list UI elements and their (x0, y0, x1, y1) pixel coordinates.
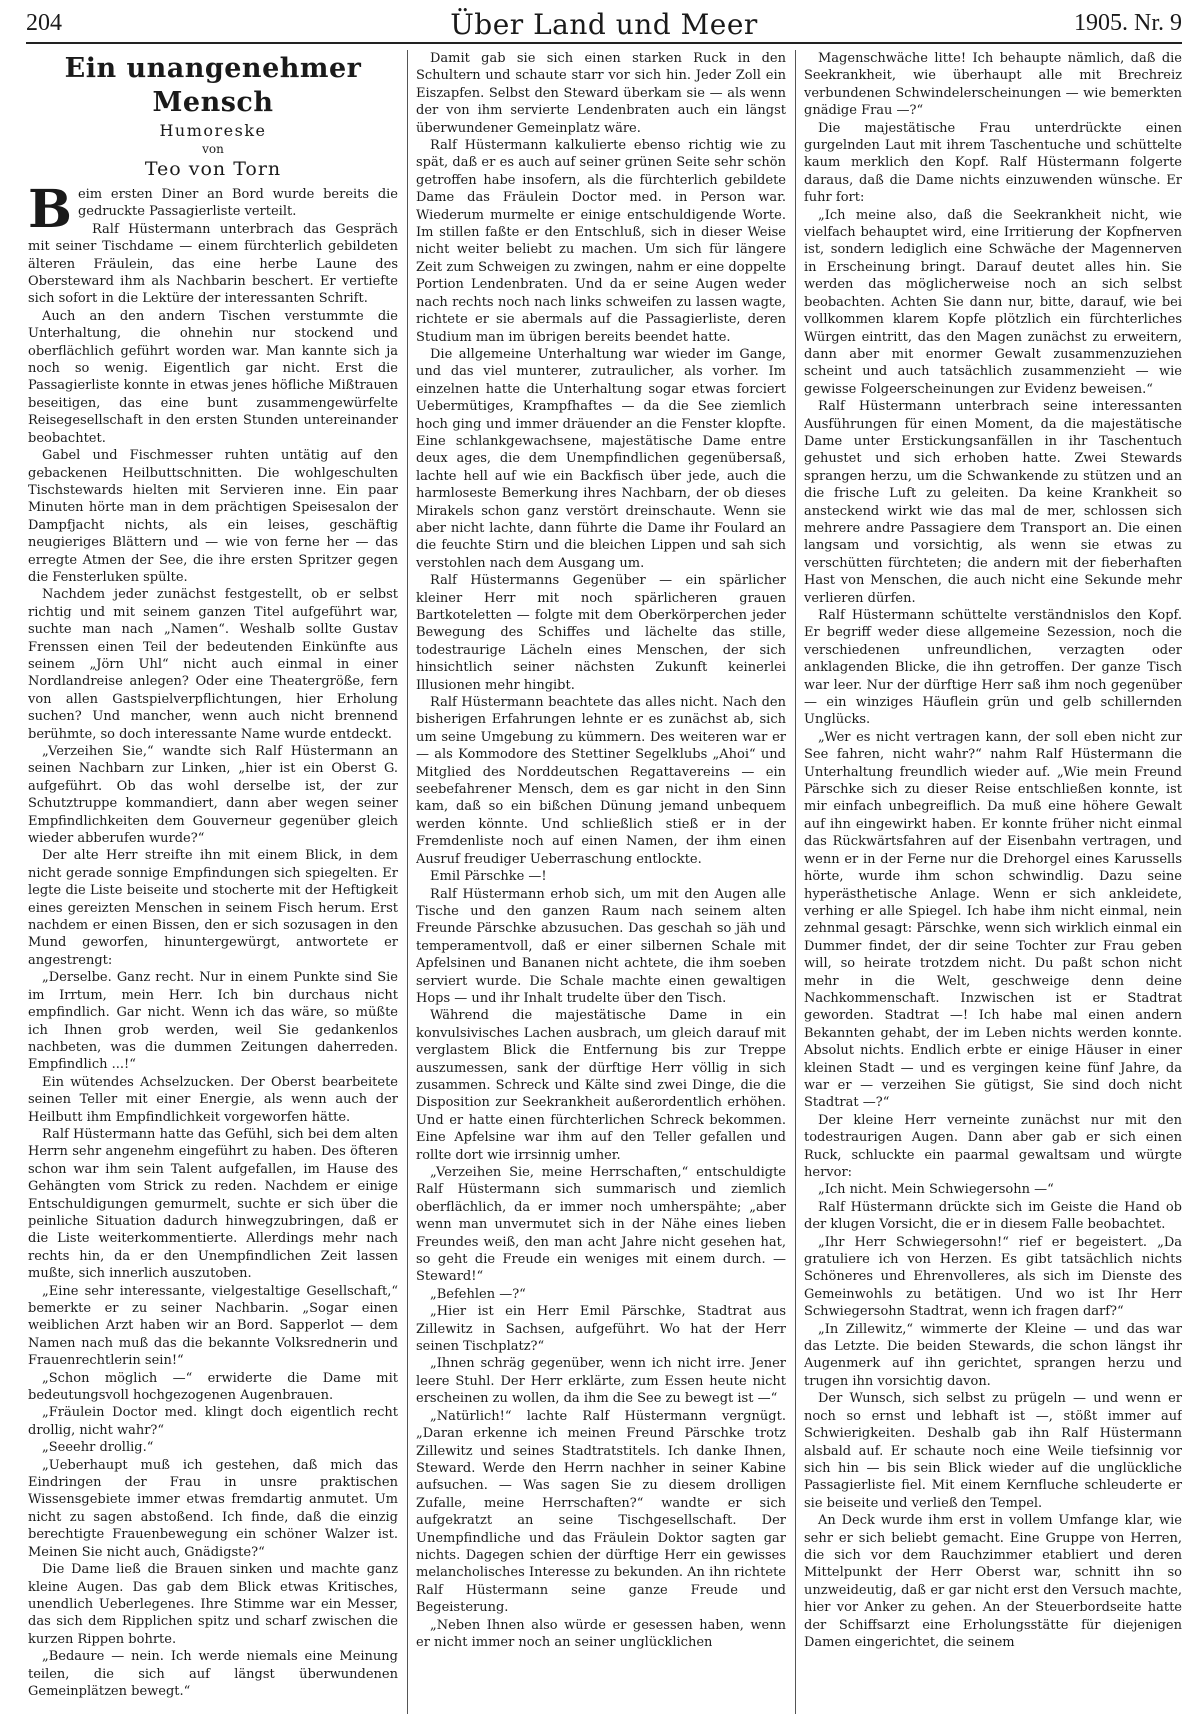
running-title: Über Land und Meer (450, 8, 758, 41)
column-divider (407, 50, 408, 1714)
paragraph: Ralf Hüstermanns Gegenüber — ein spärlicher kleiner Herr mit noch spärlicheren grauen Bartkoteletten — folgte mit dem Oberkörperchen jeder Bewegung des Schiffes und lächelte das stille, todestraurige Lächeln eines Menschen, der sich hinsichtlich seiner nächsten Zukunft keinerlei Illusionen mehr hingibt. (416, 573, 786, 693)
paragraph: „In Zillewitz,“ wimmerte der Kleine — und das war das Letzte. Die beiden Stewards, die schon längst ihr Augenmerk auf ihn gerichtet, sprangen herzu und trugen ihn vorsichtig davon. (804, 1321, 1182, 1389)
paragraph: „Befehlen —?“ (430, 1286, 526, 1302)
column-3-body (804, 50, 1182, 1651)
column-2 (416, 50, 786, 1714)
byline-von: von (202, 142, 224, 156)
running-header (26, 6, 1182, 40)
paragraph: „Ihnen schräg gegenüber, wenn ich nicht irre. Jener leere Stuhl. Der Herr erklärte, zum Essen heute nicht erscheinen zu wollen, da ihm die See zu bewegt ist —“ (416, 1356, 786, 1407)
header-rule (26, 42, 1182, 44)
paragraph: An Deck wurde ihm erst in vollem Umfange klar, wie sehr er sich beliebt gemacht. Eine Gruppe von Herren, die sich vor dem Rauchzimmer etabliert und deren Mittelpunkt der Herr Oberst war, schnitt ihn so unzweideutig, daß er gar nicht erst den Versuch machte, hier vor Anker zu gehen. An der Steuerbordseite hatte der Schiffsarzt eine Erholungsstätte für diejenigen Damen eingerichtet, die seinem (804, 1513, 1182, 1650)
paragraph: Emil Pärschke —! (430, 869, 547, 885)
column-1-body (28, 221, 398, 1701)
paragraph: „Ich meine also, daß die Seekrankheit nicht, wie vielfach behauptet wird, eine Irritierung der Kopfnerven ist, sondern lediglich eine Schwäche der Magennerven in Erscheinung bringt. Darauf deutet alles hin. Sie werden das möglicherweise noch an sich selbst beobachten. Achten Sie dann nur, bitte, darauf, wie bei vollkommen klarem Kopfe plötzlich ein fürchterliches Würgen eintritt, das den Magen zunächst zu erweitern, dann aber mit enormer Gewalt zusammenzuziehen scheint und auch tatsächlich zusammenzieht — wie gewisse Folgeerscheinungen zur Evidenz beweisen.“ (804, 207, 1182, 397)
column-divider (795, 50, 796, 1714)
paragraph: „Ich nicht. Mein Schwiegersohn —“ (818, 1182, 1054, 1198)
paragraph: „Derselbe. Ganz recht. Nur in einem Punkte sind Sie im Irrtum, mein Herr. Ich bin durchaus nicht empfindlich. Gar nicht. Wenn ich das wäre, so müßte ich Ihnen grob werden, weil Sie gedankenlos nachbeten, was die dummen Zeitungen daherreden. Empfindlich ...!“ (28, 970, 398, 1073)
column-3 (804, 50, 1182, 1714)
paragraph: „Seeehr drollig.“ (42, 1440, 154, 1456)
paragraph: Die majestätische Frau unterdrückte einen gurgelnden Laut mit ihrem Taschentuche und schüttelte kaum merklich den Kopf. Ralf Hüstermann folgerte daraus, daß die Dame nichts einzuwenden wünsche. Er fuhr fort: (804, 120, 1182, 206)
paragraph: Ralf Hüstermann unterbrach seine interessanten Ausführungen für einen Moment, da die majestätische Dame unter Erstickungsanfällen in ihr Taschentuch gehustet und sich erhoben hatte. Zwei Stewards sprangen herzu, um die Schwankende zu stützen und an die frische Luft zu geleiten. Da keine Krankheit so ansteckend wirkt wie das mal de mer, schlossen sich mehrere andre Passagiere dem Transport an. Die einen langsam und vorsichtig, als wenn sie etwas zu verschütten fürchteten; die andern mit der fieberhaften Hast von Menschen, die auch nicht eine Sekunde mehr verlieren dürfen. (804, 399, 1182, 606)
paragraph: Der kleine Herr verneinte zunächst nur mit den todestraurigen Augen. Dann aber gab er sich einen Ruck, schluckte ein paarmal gewaltsam und würgte hervor: (804, 1112, 1182, 1180)
column-2-body (416, 50, 786, 1651)
paragraph: Der alte Herr streifte ihn mit einem Blick, in dem nicht gerade sonnige Empfindungen sich spiegelten. Er legte die Liste beiseite und stocherte mit der Heftigkeit eines gereizten Menschen in seinem Fisch herum. Erst nachdem er einen Bissen, den er sich sozusagen in den Mund geworfen, hinuntergewürgt, antwortete er angestrengt: (28, 848, 398, 968)
paragraph: Die Dame ließ die Brauen sinken und machte ganz kleine Augen. Das gab dem Blick etwas Kritisches, unendlich Ueberlegenes. Ihre Stimme war ein Messer, das sich dem Ripplichen spitz und scharf zwischen die kurzen Rippen bohrte. (28, 1562, 398, 1647)
article-author: Teo von Torn (144, 158, 282, 180)
paragraph: Während die majestätische Dame in ein konvulsivisches Lachen ausbrach, um gleich darauf mit verglastem Blick die Entfernung bis zur Treppe auszumessen, sank der dürftige Herr völlig in sich zusammen. Schreck und Kälte sind zwei Dinge, die die Disposition zur Seekrankheit außerordentlich erhöhen. Und er hatte einen fürchterlichen Schreck bekommen. Eine Apfelsine war ihm auf den Teller gefallen und rollte dort wie irrsinnig umher. (416, 1008, 786, 1163)
paragraph: Ein wütendes Achselzucken. Der Oberst bearbeitete seinen Teller mit einer Energie, als wenn auch der Heilbutt ihm Empfindlichkeit vorgeworfen hätte. (28, 1074, 398, 1125)
paragraph: „Verzeihen Sie,“ wandte sich Ralf Hüstermann an seinen Nachbarn zur Linken, „hier ist ein Oberst G. aufgeführt. Ob das wohl derselbe ist, der zur Schutztruppe kommandiert, dann aber wegen seiner Empfindlichkeiten dem Gouverneur gegenüber gleich wieder abberufen wurde?“ (28, 744, 398, 847)
paragraph: Ralf Hüstermann kalkulierte ebenso richtig wie zu spät, daß er es auch auf seiner grünen Seite sehr schön getroffen habe insofern, als die fürchterlich gebildete Dame das Fräulein Doctor med. in Person war. Wiederum murmelte er einige entschuldigende Worte. Im stillen faßte er den Entschluß, sich in dieser Weise nicht weiter beliebt zu machen. Um sich für längere Zeit zum Schweigen zu zwingen, nahm er eine doppelte Portion Lendenbraten. Und da er seine Augen weder nach rechts noch nach links schweifen zu lassen wagte, richtete er sie abermals auf die Passagierliste, deren Studium man im übrigen bereits beendet hatte. (416, 138, 786, 345)
paragraph: „Verzeihen Sie, meine Herrschaften,“ entschuldigte Ralf Hüstermann sich summarisch und ziemlich oberflächlich, da er immer noch umherspähte; „aber wenn man unvermutet sich in der Nähe eines lieben Freundes weiß, den man acht Jahre nicht gesehen hat, so geht die Freude ein weniges mit einem durch. — Steward!“ (416, 1165, 786, 1285)
paragraph: Die allgemeine Unterhaltung war wieder im Gange, und das viel munterer, zutraulicher, als vorher. Im einzelnen hatte die Unterhaltung sogar etwas forciert Uebermütiges, Krampfhaftes — da die See ziemlich hoch ging und immer dräuender an die Fenster klopfte. Eine schlankgewachsene, majestätische Dame entre deux ages, die dem Unempfindlichen gegenübersaß, lachte hell auf wie ein Backfisch über jede, auch die harmloseste Bemerkung ihres Nachbarn, der ob dieses Mirakels schon ganz verstört dreinschaute. Wenn sie aber nicht lachte, dann führte die Dame ihr Foulard an die feuchte Stirn und die bleichen Lippen und sah sich verstohlen nach dem Ausgang um. (416, 346, 786, 571)
paragraph: „Neben Ihnen also würde er gesessen haben, wenn er nicht immer noch an seiner unglücklichen (416, 1617, 786, 1650)
paragraph: Ralf Hüstermann schüttelte verständnislos den Kopf. Er begriff weder diese allgemeine Sezession, noch die verschiedenen unfreundlichen, verzagten oder anklagenden Blicke, die ihn getroffen. Der ganze Tisch war leer. Nur der dürftige Herr saß ihm noch gegenüber — ein winziges Häuflein grün und gelb schillernden Unglücks. (804, 608, 1182, 728)
paragraph: Ralf Hüstermann unterbrach das Gespräch mit seiner Tischdame — einem fürchterlich gebildeten älteren Fräulein, das eine herbe Laune des Obersteward ihm als Nachbarin beschert. Er vertiefte sich sofort in die Lektüre der interessanten Schrift. (28, 221, 398, 307)
paragraph: „Hier ist ein Herr Emil Pärschke, Stadtrat aus Zillewitz in Sachsen, aufgeführt. Wo hat der Herr seinen Tischplatz?“ (416, 1304, 786, 1355)
paragraph: „Ihr Herr Schwiegersohn!“ rief er begeistert. „Da gratuliere ich von Herzen. Es gibt tatsächlich nichts Schöneres und Ehrenvolleres, als sich im Dienste des Gemeinwohls zu betätigen. Und wo ist Ihr Herr Schwiegersohn Stadtrat, wenn ich fragen darf?“ (804, 1234, 1182, 1320)
drop-cap: B (28, 179, 72, 240)
column-1 (28, 50, 398, 1714)
article-subtitle: Humoreske (159, 121, 267, 140)
paragraph: Ralf Hüstermann erhob sich, um mit den Augen alle Tische und den ganzen Raum nach seinem alten Freunde Pärschke abzusuchen. Das geschah so jäh und temperamentvoll, daß er einer silbernen Schale mit Apfelsinen und Bananen nicht achtete, die ihm soeben serviert wurde. Die Schale machte einen gewaltigen Hops — und ihr Inhalt trudelte über den Tisch. (416, 886, 786, 1006)
paragraph: „Bedaure — nein. Ich werde niemals eine Meinung teilen, die sich auf längst überwundenen Gemeinplätzen bewegt.“ (28, 1649, 398, 1699)
issue-label: 1905. Nr. 9 (1074, 10, 1182, 36)
paragraph: Ralf Hüstermann drückte sich im Geiste die Hand ob der klugen Vorsicht, die er in diesem Falle beobachtet. (804, 1199, 1182, 1233)
paragraph: Damit gab sie sich einen starken Ruck in den Schultern und schaute starr vor sich hin. Jeder Zoll ein Eiszapfen. Selbst den Steward überkam sie — als wenn der von ihm servierte Lendenbraten auch ein längst überwundener Gemeinplatz wäre. (416, 51, 786, 136)
paragraph: Ralf Hüstermann hatte das Gefühl, sich bei dem alten Herrn sehr angenehm eingeführt zu haben. Des öfteren schon war ihm sein Talent aufgefallen, im Hause des Gehängten vom Strick zu reden. Nachdem er einige Entschuldigungen gemurmelt, suchte er sich über die peinliche Situation dadurch hinwegzubringen, daß er die Liste weiterkommentierte. Allerdings mehr nach rechts hin, da er den Unempfindlichen Zeit lassen mußte, sich innerlich auszutoben. (28, 1126, 398, 1282)
opening-paragraph (28, 179, 398, 240)
paragraph: „Schon möglich —“ erwiderte die Dame mit bedeutungsvoll hochgezogenen Augenbrauen. (28, 1370, 398, 1404)
paragraph: Gabel und Fischmesser ruhten untätig auf den gebackenen Heilbuttschnitten. Die wohlgeschulten Tischstewards hielten mit Servieren inne. Ein paar Minuten hörte man in dem prächtigen Speisesalon der Dampfjacht nichts, als ein leises, geschäftig neugieriges Blättern und — wie von ferne her — das erregte Atmen der See, die ihre ersten Spritzer gegen die Fensterluken spülte. (28, 448, 398, 585)
paragraph: Nachdem jeder zunächst festgestellt, ob er selbst richtig und mit seinem ganzen Titel aufgeführt war, suchte man nach „Namen“. Weshalb sollte Gustav Frenssen einen Teil der bedeutenden Einkünfte aus seinem „Jörn Uhl“ nicht auch einmal in einer Nordlandreise anlegen? Oder eine Theatergröße, fern von allen Gastspielverpflichtungen, hier Erholung suchen? Und mancher, wenn auch nicht brennend berühmte, so doch interessante Name wurde entdeckt. (28, 587, 398, 742)
opening-text: eim ersten Diner an Bord wurde bereits die gedruckte Passagierliste verteilt. (77, 187, 398, 220)
paragraph: „Fräulein Doctor med. klingt doch eigentlich recht drollig, nicht wahr?“ (28, 1405, 398, 1438)
paragraph: Der Wunsch, sich selbst zu prügeln — und wenn er noch so ernst und lebhaft ist —, stößt immer auf Schwierigkeiten. Deshalb gab ihn Ralf Hüstermann alsbald auf. Er schaute noch eine Weile tiefsinnig vor sich hin — bis sein Blick wieder auf die unglückliche Passagierliste fiel. Mit einem Kernfluche schleuderte er sie beiseite und verließ den Tempel. (804, 1391, 1182, 1511)
article-title: Ein unangenehmer Mensch (64, 53, 362, 118)
paragraph: Auch an den andern Tischen verstummte die Unterhaltung, die ohnehin nur stockend und oberflächlich geführt worden war. Man kannte sich ja noch so wenig. Eigentlich gar nicht. Erst die Passagierliste konnte in etwas jenes höfliche Mißtrauen beseitigen, das eine bunt zusammengewürfelte Reisegesellschaft in den ersten Stunden untereinander beobachtet. (28, 308, 398, 446)
paragraph: „Ueberhaupt muß ich gestehen, daß mich das Eindringen der Frau in unsre praktischen Wissensgebiete immer etwas fremdartig anmutet. Um nicht zu sagen abstoßend. Ich finde, daß die einzig berechtigte Frauenbewegung ein schöner Walzer ist. Meinen Sie nicht auch, Gnädigste?“ (28, 1457, 398, 1560)
paragraph: „Eine sehr interessante, vielgestaltige Gesellschaft,“ bemerkte er zu seiner Nachbarin. „Sogar einen weiblichen Arzt haben wir an Bord. Sapperlot — dem Namen nach muß das die bekannte Volksrednerin und Frauenrechtlerin sein!“ (28, 1283, 398, 1369)
paragraph: „Wer es nicht vertragen kann, der soll eben nicht zur See fahren, nicht wahr?“ nahm Ralf Hüstermann die Unterhaltung freundlich wieder auf. „Wie mein Freund Pärschke sich zu dieser Reise entschließen konnte, ist mir einfach unbegreiflich. Da muß eine höhere Gewalt auf ihn eingewirkt haben. Er konnte früher nicht einmal das Rückwärtsfahren auf der Eisenbahn vertragen, und wenn er in der Ferne nur die Drehorgel eines Karussells hörte, wurde ihm schon schwindlig. Dazu seine hyperästhetische Anlage. Wenn er sich ankleidete, verhing er alle Spiegel. Ich habe ihm nicht einmal, nein zehnmal gesagt: Pärschke, wenn sich wirklich einmal ein Dummer findet, der dir seine Tochter zur Frau geben will, so heirate trotzdem nicht. Du paßt schon nicht mehr in die Welt, geschweige denn deine Nachkommenschaft. Inzwischen ist er Stadtrat geworden. Stadtrat —! Ich habe mal einen andern Bekannten gehabt, der im Leben nichts werden konnte. Absolut nichts. Endlich erbte er einige Häuser in einer kleinen Stadt — und es vergingen keine fünf Jahre, da war er — verzeihen Sie gütigst, Sie sind doch nicht Stadtrat —?“ (804, 729, 1182, 1111)
paragraph: Magenschwäche litte! Ich behaupte nämlich, daß die Seekrankheit, wie überhaupt alle mit Brechreiz verbundenen Schwindelerscheinungen — wie bemerkten gnädige Frau —?“ (804, 51, 1182, 119)
page-number: 204 (26, 10, 62, 36)
article-heading (28, 52, 398, 182)
paragraph: „Natürlich!“ lachte Ralf Hüstermann vergnügt. „Daran erkenne ich meinen Freund Pärschke trotz Zillewitz und seines Stadtratstitels. Ich danke Ihnen, Steward. Werde den Herrn nachher in seiner Kabine aufsuchen. — Was sagen Sie zu diesem drolligen Zufalle, meine Herrschaften?“ wandte er sich aufgekratzt an seine Tischgesellschaft. Der Unempfindliche und das Fräulein Doktor sagten gar nichts. Dagegen schien der dürftige Herr ein gewisses melancholisches Interesse zu bekunden. An ihn richtete Ralf Hüstermann seine ganze Freude und Begeisterung. (416, 1408, 786, 1616)
paragraph: Ralf Hüstermann beachtete das alles nicht. Nach den bisherigen Erfahrungen lehnte er es zunächst ab, sich um seine Umgebung zu kümmern. Des weiteren war er — als Kommodore des Stettiner Segelklubs „Ahoi“ und Mitglied des Norddeutschen Regattavereins — ein seebefahrener Mensch, dem es gar nicht in den Sinn kam, daß so ein bißchen Dünung jemand unbequem werden könnte. Und schließlich stieß er in der Fremdenliste noch auf einen Namen, der ihm einen Ausruf freudiger Ueberraschung entlockte. (416, 695, 786, 867)
